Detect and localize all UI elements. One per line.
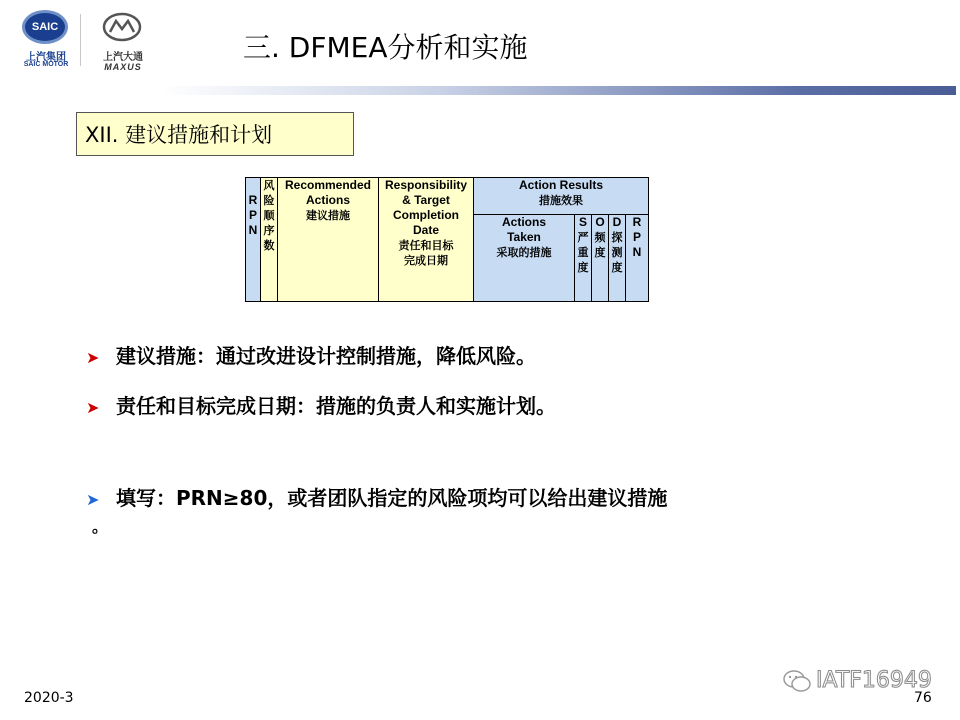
bullet-item [86,482,667,511]
rpn-column-header [246,178,261,302]
slide-title: 三. DFMEA分析和实施 [243,31,528,64]
risk-order-char: 顺 [263,209,275,222]
rpn-result-letter: P [633,230,642,244]
recommended-actions-cn: 建议措施 [306,209,350,222]
rpn-result-letter: N [632,245,642,259]
rpn-letter: P [248,208,257,222]
responsibility-en: Responsibility [384,178,467,192]
bullet-text: 建议措施：通过改进设计控制措施，降低风险。 [116,344,536,368]
wechat-icon [782,668,812,694]
detection-header [609,215,626,302]
footer-date: 2020-3 [24,690,74,706]
arrow-bullet-icon: ➤ [86,398,100,417]
severity-char: 严 [577,231,589,244]
rpn-result-header [626,215,649,302]
rpn-letter: R [248,193,258,207]
action-results-en: Action Results [519,178,604,192]
occurrence-header [592,215,609,302]
responsibility-en: & Target [402,193,450,207]
responsibility-cn: 完成日期 [404,254,448,267]
maxus-badge-icon [102,12,142,42]
watermark [782,664,932,700]
saic-logo-cn: 上汽集团 [26,52,66,63]
risk-order-char: 风 [263,179,275,192]
risk-order-char: 数 [263,239,275,252]
occurrence-letter: O [595,215,605,229]
detection-letter: D [612,215,622,229]
saic-logo [18,10,74,68]
recommended-actions-header [278,178,379,302]
bullet-text: 填写：PRN≥80，或者团队指定的风险项均可以给出建议措施 [116,486,668,510]
risk-order-char: 险 [263,194,275,207]
severity-char: 度 [577,261,589,274]
page-number: 76 [914,690,932,706]
action-results-cn: 措施效果 [539,194,583,207]
recommended-actions-en: Recommended [284,178,372,192]
detection-char: 度 [611,261,623,274]
maxus-logo-cn: 上汽大通 [103,52,143,63]
arrow-bullet-icon: ➤ [86,348,100,367]
rpn-letter: N [248,223,258,237]
maxus-logo-en: MAXUS [104,62,142,72]
bullet-item [86,390,556,419]
fmea-table [245,177,649,302]
arrow-bullet-icon: ➤ [86,490,100,509]
rpn-result-letter: R [632,215,642,229]
title-gradient-bar [160,86,956,95]
action-results-header [474,178,649,215]
occurrence-char: 频 [594,231,606,244]
actions-taken-en: Taken [507,230,541,244]
section-heading-box [76,112,354,156]
responsibility-en: Date [412,223,439,237]
bullet-item [86,340,536,369]
detection-char: 探 [611,231,623,244]
responsibility-cn: 责任和目标 [398,239,454,252]
actions-taken-header [474,215,575,302]
bullet-tail: 。 [92,517,109,536]
responsibility-en: Completion [393,208,459,222]
severity-letter: S [578,215,587,229]
risk-order-char: 序 [263,224,275,237]
watermark-text: IATF16949 [816,668,932,693]
severity-header [575,215,592,302]
occurrence-char: 度 [594,246,606,259]
bullet-text: 责任和目标完成日期：措施的负责人和实施计划。 [116,394,556,418]
maxus-logo [90,12,156,70]
actions-taken-en: Actions [501,215,546,229]
severity-char: 重 [577,246,589,259]
detection-char: 测 [611,246,623,259]
actions-taken-cn: 采取的措施 [496,246,552,259]
responsibility-header [379,178,474,302]
recommended-actions-en: Actions [305,193,350,207]
logo-divider [80,14,81,66]
section-heading: XII. 建议措施和计划 [85,123,273,147]
saic-logo-en: SAIC MOTOR [23,61,69,68]
saic-logo-text: SAIC [31,21,59,33]
saic-logo-oval [22,10,68,44]
risk-order-column-header [261,178,278,302]
